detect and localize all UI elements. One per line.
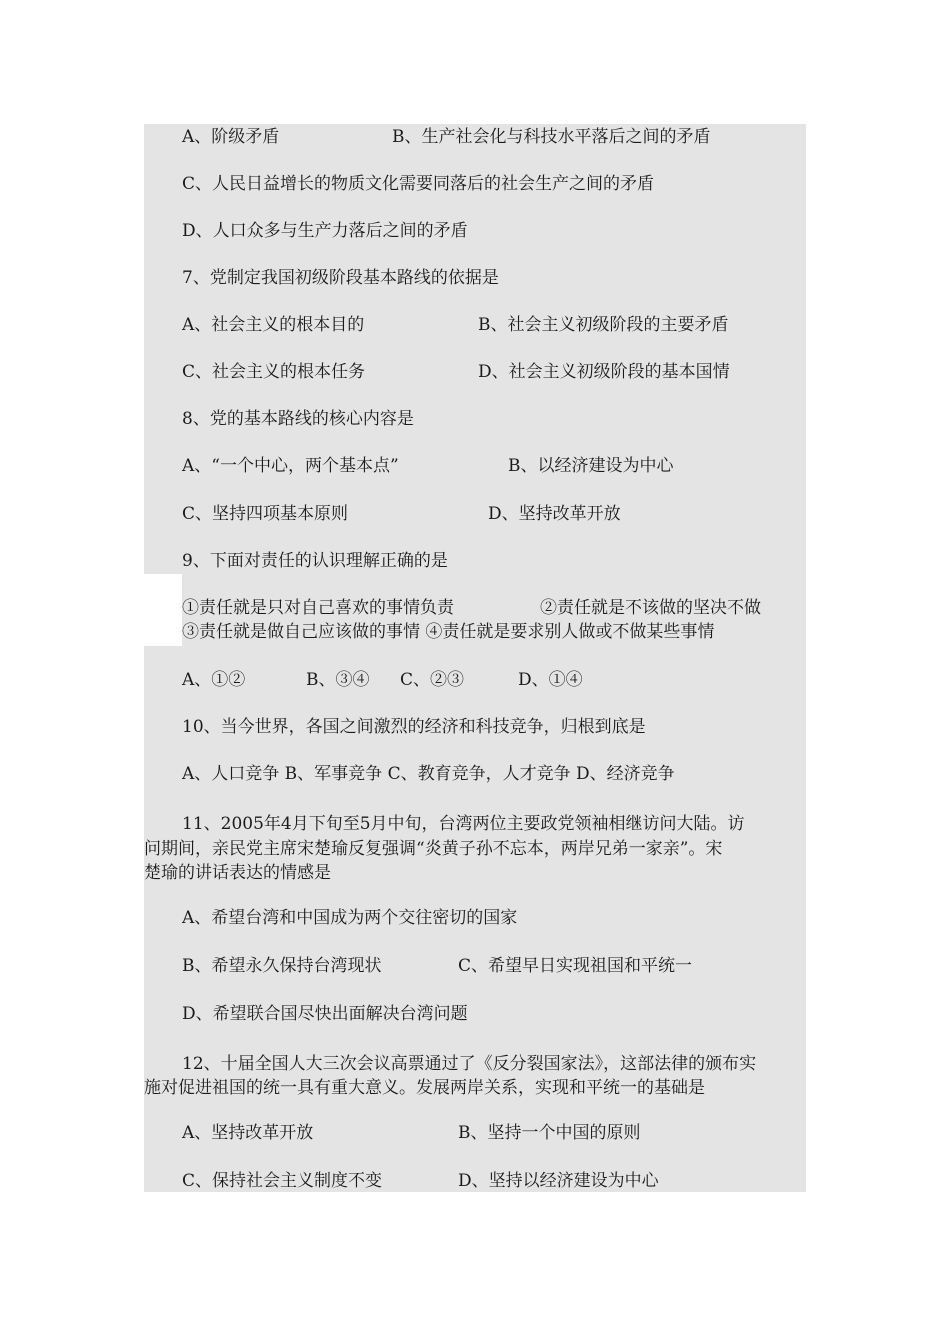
option-line: D、人口众多与生产力落后之间的矛盾	[182, 221, 468, 241]
option-line: A、人口竞争 B、军事竞争 C、教育竞争，人才竞争 D、经济竞争	[182, 764, 675, 784]
question-line: 问期间，亲民党主席宋楚瑜反复强调“炎黄子孙不忘本，两岸兄弟一家亲”。宋	[144, 839, 723, 859]
option-line: D、希望联合国尽快出面解决台湾问题	[182, 1004, 468, 1024]
question-line: 8、党的基本路线的核心内容是	[182, 409, 414, 429]
question-line: 7、党制定我国初级阶段基本路线的依据是	[182, 268, 499, 288]
statement-line: ③责任就是做自己应该做的事情 ④责任就是要求别人做或不做某些事情	[182, 622, 715, 642]
question-line: 楚瑜的讲话表达的情感是	[144, 863, 331, 883]
option-line: C、人民日益增长的物质文化需要同落后的社会生产之间的矛盾	[182, 174, 655, 194]
question-line: 12、十届全国人大三次会议高票通过了《反分裂国家法》，这部法律的颁布实	[182, 1054, 757, 1074]
question-line: 10、当今世界，各国之间激烈的经济和科技竞争，归根到底是	[182, 717, 646, 737]
question-line: 9、下面对责任的认识理解正确的是	[182, 551, 448, 571]
question-line: 11、2005年4月下旬至5月中旬，台湾两位主要政党领袖相继访问大陆。访	[182, 814, 745, 834]
question-line: 施对促进祖国的统一具有重大意义。发展两岸关系，实现和平统一的基础是	[144, 1078, 705, 1098]
option-line: A、希望台湾和中国成为两个交往密切的国家	[182, 908, 518, 928]
